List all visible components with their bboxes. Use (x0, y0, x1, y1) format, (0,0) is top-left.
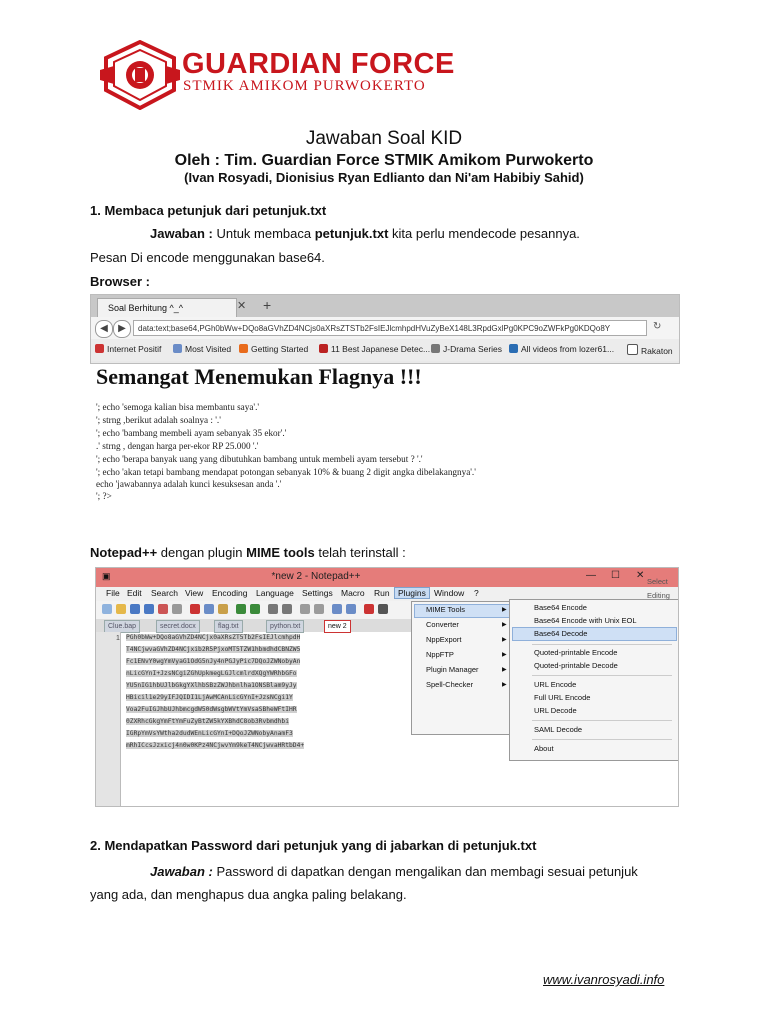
file-tab-active[interactable]: new 2 (324, 620, 351, 633)
code-line[interactable]: mRhICcsJzxicj4n0w0KPz4NCjwvYm9keT4NCjwvaHRtbD4+ (126, 742, 305, 749)
code-line[interactable]: Voa2FuIGJhbUJhbmcgdW50dWsgbWVtYmVsaSBheWFtIHR (126, 706, 297, 713)
bookmark-item[interactable]: Most Visited (173, 344, 231, 354)
footer-link[interactable]: www.ivanrosyadi.info (543, 972, 665, 987)
browser-tab[interactable]: Soal Berhitung ^_^ (97, 298, 237, 317)
code-line[interactable]: 0ZXRhcGkgYmFtYmFuZyBtZW5kYXBhdC8ob3Rvbmdhbi (126, 718, 290, 725)
reload-icon[interactable]: ↻ (653, 321, 662, 332)
menu-help[interactable]: ? (474, 588, 479, 598)
browser-page-line: '; echo 'bambang membeli ayam sebanyak 35 ekor'.' (96, 428, 287, 438)
menu-file[interactable]: File (106, 588, 120, 598)
bookmark-item[interactable]: J-Drama Series (431, 344, 502, 354)
file-tab[interactable]: secret.docx (156, 620, 200, 633)
save-icon[interactable] (130, 604, 140, 614)
submenu-arrow-icon: ▶ (502, 652, 507, 658)
menu-item-plugin-manager[interactable]: Plugin Manager (426, 665, 479, 674)
bookmark-item[interactable]: Getting Started (239, 344, 308, 354)
answer-label: Jawaban : (150, 226, 213, 241)
menu-run[interactable]: Run (374, 588, 390, 598)
cut-icon[interactable] (190, 604, 200, 614)
menu-item-full-url-encode[interactable]: Full URL Encode (534, 693, 591, 702)
code-line[interactable]: YU5nIG1hbUJlbGkgYXlhbSBzZWJhbnlha1ONSBlam9yJy (126, 682, 297, 689)
menu-separator (532, 644, 672, 645)
menu-item-saml-decode[interactable]: SAML Decode (534, 725, 583, 734)
file-tab[interactable]: python.txt (266, 620, 304, 633)
save-all-icon[interactable] (144, 604, 154, 614)
section-2-answer-line1: Jawaban : Password di dapatkan dengan mengalikan dan membagi sesuai petunjuk (150, 864, 638, 879)
back-icon[interactable]: ◀ (95, 320, 113, 338)
menu-edit[interactable]: Edit (127, 588, 142, 598)
minimize-icon[interactable]: — (586, 570, 596, 581)
author-names: (Ivan Rosyadi, Dionisius Ryan Edlianto dan Ni'am Habibiy Sahid) (184, 170, 584, 185)
menu-item-nppexport[interactable]: NppExport (426, 635, 462, 644)
menu-search[interactable]: Search (151, 588, 178, 598)
bookmark-item[interactable]: Internet Positif (95, 344, 161, 354)
menu-item-qp-decode[interactable]: Quoted-printable Decode (534, 661, 618, 670)
menu-item-base64-encode-unix[interactable]: Base64 Encode with Unix EOL (534, 616, 637, 625)
zoom-in-icon[interactable] (300, 604, 310, 614)
indent-icon[interactable] (346, 604, 356, 614)
line-gutter (96, 632, 121, 806)
side-label-select: Select (647, 577, 668, 586)
record-macro-icon[interactable] (364, 604, 374, 614)
section-1-heading: 1. Membaca petunjuk dari petunjuk.txt (90, 203, 327, 218)
wrap-icon[interactable] (332, 604, 342, 614)
menu-separator (532, 720, 672, 721)
bookmark-item[interactable]: Rakaton (627, 344, 673, 356)
browser-page-line: '; strng ,berikut adalah soalnya : '.' (96, 415, 221, 425)
forward-icon[interactable]: ▶ (113, 320, 131, 338)
file-tab[interactable]: Clue.bap (104, 620, 140, 633)
menu-item-spell-checker[interactable]: Spell-Checker (426, 680, 474, 689)
submenu-arrow-icon: ▶ (502, 667, 507, 673)
guardian-force-emblem-icon (100, 40, 180, 110)
menu-window[interactable]: Window (434, 588, 465, 598)
menu-item-base64-encode[interactable]: Base64 Encode (534, 603, 587, 612)
side-label-editing: Editing (647, 591, 670, 600)
bookmarks-bar (91, 339, 679, 361)
byline: Oleh : Tim. Guardian Force STMIK Amikom Purwokerto (174, 152, 594, 169)
url-row (91, 317, 679, 339)
browser-page-line: '; echo 'akan tetapi bambang mendapat potongan sebanyak 10% & buang 2 digit angka dibelakangnya'.' (96, 467, 476, 477)
menu-settings[interactable]: Settings (302, 588, 333, 598)
section-1-answer: Jawaban : Untuk membaca petunjuk.txt kita perlu mendecode pesannya. (150, 226, 580, 241)
replace-icon[interactable] (282, 604, 292, 614)
menu-separator (532, 675, 672, 676)
submenu-arrow-icon: ▶ (502, 682, 507, 688)
browser-page-line: '; ?> (96, 491, 112, 501)
menu-item-converter[interactable]: Converter (426, 620, 459, 629)
browser-page-heading: Semangat Menemukan Flagnya !!! (96, 364, 422, 389)
notepad-screenshot (95, 567, 679, 807)
new-tab-icon[interactable]: + (263, 297, 272, 313)
submenu-arrow-icon: ▶ (502, 622, 507, 628)
browser-screenshot (90, 294, 680, 364)
code-line[interactable]: nLicGYnI+JzsNCgiZGhUpkmegLGJlcmlrdXQgYWRhbGFo (126, 670, 297, 677)
open-file-icon[interactable] (116, 604, 126, 614)
close-icon[interactable]: ✕ (237, 300, 247, 312)
page-title: Jawaban Soal KID (305, 128, 463, 149)
app-icon: ▣ (102, 571, 111, 581)
print-icon[interactable] (172, 604, 182, 614)
submenu-arrow-icon: ▶ (502, 637, 507, 643)
maximize-icon[interactable]: ☐ (611, 570, 620, 581)
menu-view[interactable]: View (185, 588, 204, 598)
menu-item-nppftp[interactable]: NppFTP (426, 650, 454, 659)
browser-page-line: '; echo 'berapa banyak uang yang dibutuhkan bambang untuk membeli ayam tersebut ? '.' (96, 454, 423, 464)
menu-item-mime-tools[interactable]: MIME Tools (426, 605, 466, 614)
new-file-icon[interactable] (102, 604, 112, 614)
npp-title-bar (96, 568, 678, 587)
file-tab[interactable]: flag.txt (214, 620, 243, 633)
menu-item-url-decode[interactable]: URL Decode (534, 706, 577, 715)
browser-page-line: .' strng , dengan harga per-ekor RP 25.000 '.' (96, 441, 259, 451)
menu-plugins[interactable]: Plugins (394, 587, 430, 599)
section-2-heading: 2. Mendapatkan Password dari petunjuk yang di jabarkan di petunjuk.txt (90, 838, 537, 853)
paste-icon[interactable] (218, 604, 228, 614)
menu-separator (532, 739, 672, 740)
play-macro-icon[interactable] (378, 604, 388, 614)
code-line[interactable]: T4NCjwvaGVhZD4NCjxib2R5PjxoMT5TZW1hbmdhdCBNZW5 (126, 646, 301, 653)
browser-page-line: echo 'jawabannya adalah kunci kesuksesan anda '.' (96, 479, 282, 489)
redo-icon[interactable] (250, 604, 260, 614)
close-file-icon[interactable] (158, 604, 168, 614)
mime-tools-submenu (509, 599, 679, 761)
close-icon[interactable]: ✕ (636, 570, 645, 581)
logo-title: GUARDIAN FORCE (182, 48, 455, 80)
section-2-answer-line2: yang ada, dan menghapus dua angka paling belakang. (90, 887, 407, 902)
menu-item-base64-decode[interactable]: Base64 Decode (534, 629, 588, 638)
browser-page-line: '; echo 'semoga kalian bisa membantu saya'.' (96, 402, 260, 412)
bookmark-item[interactable]: 11 Best Japanese Detec... (319, 344, 430, 354)
undo-icon[interactable] (236, 604, 246, 614)
copy-icon[interactable] (204, 604, 214, 614)
encoded-note: Pesan Di encode menggunakan base64. (90, 250, 325, 265)
line-number: 1 (116, 635, 120, 642)
url-input[interactable]: data:text;base64,PGh0bWw+DQo8aGVhZD4NCjs0aXRsZTSTb2FsIEJlcmhpdHVuZyBeX148L3RpdGxlPg0KPC9oZWFkPg0KDQo8Y (133, 320, 647, 336)
bookmark-item[interactable]: All videos from lozer61... (509, 344, 614, 354)
menu-language[interactable]: Language (256, 588, 294, 598)
browser-label: Browser : (90, 274, 150, 289)
browser-tab-bar (91, 295, 679, 317)
notepad-label: Notepad++ dengan plugin MIME tools telah terinstall : (90, 545, 406, 560)
zoom-out-icon[interactable] (314, 604, 324, 614)
code-line[interactable]: IGRpYmVsYWtha2dudWEnLicGYnI+DQoJZWNobyAnamF3 (126, 730, 293, 737)
logo-subtitle: STMIK AMIKOM PURWOKERTO (183, 78, 426, 94)
code-line[interactable]: PGh0bWw+DQo8aGVhZD4NCjx0aXRsZT5Tb2FsIEJlcmhpdH (126, 634, 301, 641)
menu-macro[interactable]: Macro (341, 588, 365, 598)
npp-window-title: *new 2 - Notepad++ (271, 571, 361, 582)
menu-item-url-encode[interactable]: URL Encode (534, 680, 577, 689)
find-icon[interactable] (268, 604, 278, 614)
plugins-menu (411, 601, 513, 735)
menu-item-about[interactable]: About (534, 744, 554, 753)
code-line[interactable]: Fc1ENvY0wgYmVyaG1OdG5nJy4nPGJyPic7DQoJZWNobyAn (126, 658, 301, 665)
submenu-arrow-icon: ▶ (502, 607, 507, 613)
menu-encoding[interactable]: Encoding (212, 588, 248, 598)
code-line[interactable]: HBicil1e29yIFJQIDI1LjAwMCAnLicGYnI+JzsNCgi1Y (126, 694, 293, 701)
menu-item-qp-encode[interactable]: Quoted-printable Encode (534, 648, 618, 657)
